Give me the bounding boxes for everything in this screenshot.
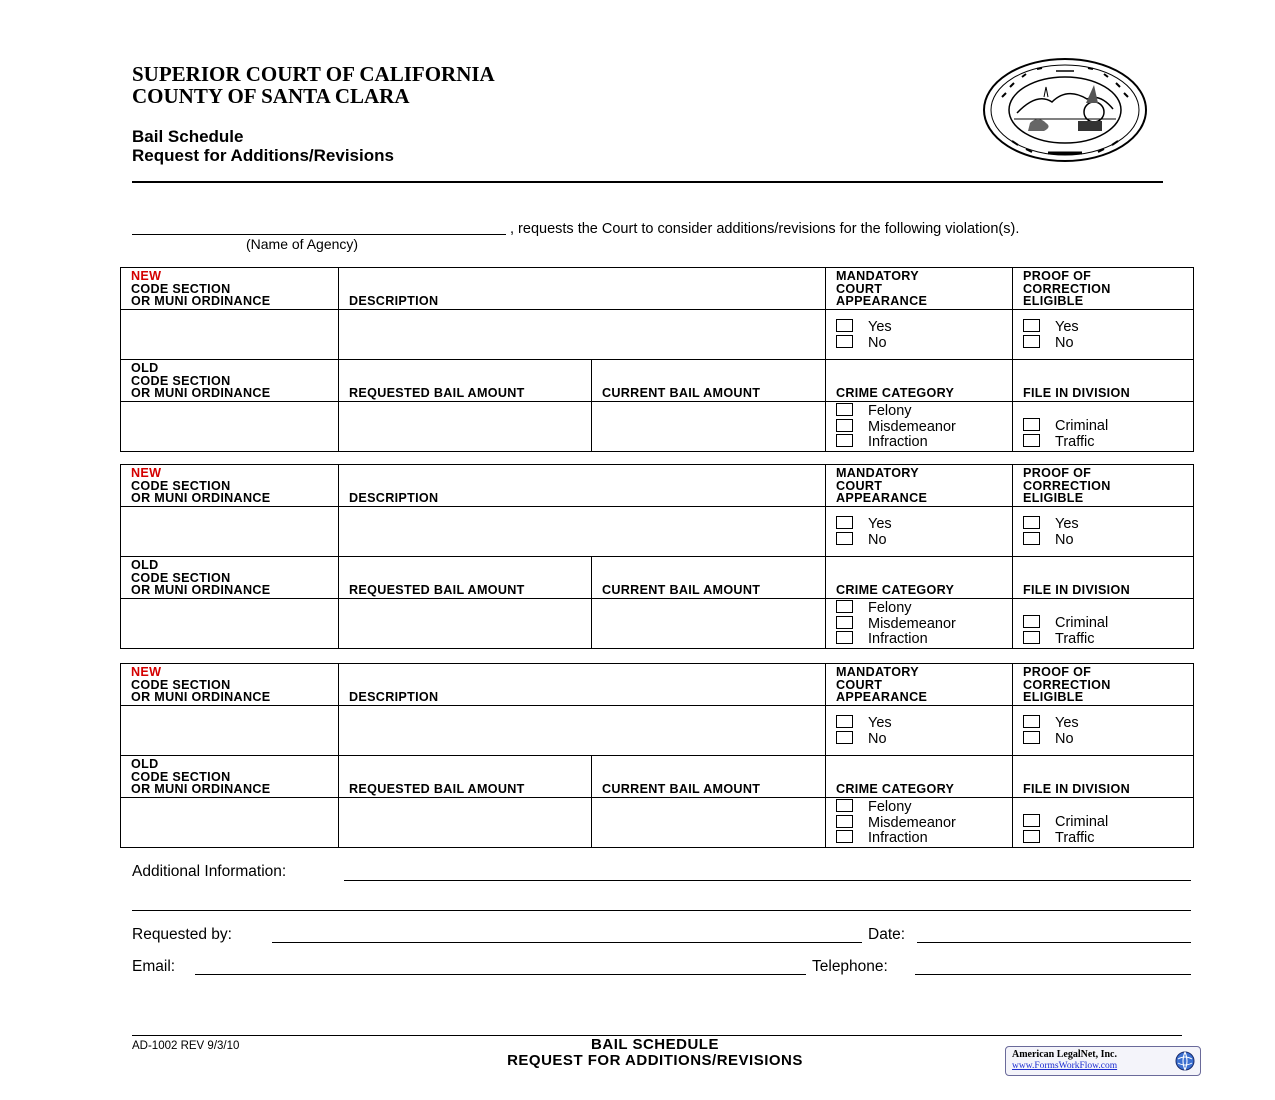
misdemeanor-label: Misdemeanor: [868, 418, 956, 435]
form-title-line2: Request for Additions/Revisions: [132, 146, 394, 165]
felony-label: Felony: [868, 799, 912, 816]
new-code-section-input[interactable]: [121, 706, 339, 756]
old-label: OLD: [131, 558, 159, 573]
new-code-section-input[interactable]: [121, 310, 339, 360]
old-label: OLD: [131, 757, 159, 772]
proof-label-3: ELIGIBLE: [1023, 491, 1084, 506]
infraction-checkbox[interactable]: [836, 631, 853, 644]
or-muni-label: OR MUNI ORDINANCE: [131, 491, 271, 506]
additional-info-label: Additional Information:: [132, 863, 287, 880]
mandatory-appearance-options: [826, 310, 1013, 360]
telephone-label: Telephone:: [812, 958, 888, 975]
proof-label-3: ELIGIBLE: [1023, 294, 1084, 309]
no-label: No: [1055, 334, 1074, 351]
proof-label-2: CORRECTION: [1023, 281, 1111, 296]
mandatory-label-2: COURT: [836, 677, 883, 692]
yes-label: Yes: [1055, 715, 1079, 731]
no-label: No: [1055, 730, 1074, 747]
or-muni-label: OR MUNI ORDINANCE: [131, 386, 271, 401]
yes-checkbox[interactable]: [836, 516, 853, 529]
mandatory-label-3: APPEARANCE: [836, 690, 928, 705]
current-bail-header: CURRENT BAIL AMOUNT: [592, 557, 826, 599]
court-name-line2: COUNTY OF SANTA CLARA: [132, 84, 410, 108]
no-checkbox[interactable]: [1023, 532, 1040, 545]
file-in-division-options: [1013, 798, 1194, 848]
code-section-label: CODE SECTION: [131, 570, 231, 585]
criminal-label: Criminal: [1055, 418, 1109, 434]
agency-request-text: , requests the Court to consider additions/revisions for the following violation(s).: [510, 221, 1020, 237]
description-header: DESCRIPTION: [339, 664, 826, 706]
requested-bail-header: REQUESTED BAIL AMOUNT: [339, 360, 592, 402]
no-checkbox[interactable]: [836, 335, 853, 348]
file-in-division-options: [1013, 599, 1194, 649]
code-section-label: CODE SECTION: [131, 677, 231, 692]
traffic-label: Traffic: [1055, 829, 1095, 846]
proof-of-correction-options: [1013, 706, 1194, 756]
code-section-label: CODE SECTION: [131, 478, 231, 493]
email-line[interactable]: [195, 973, 806, 975]
violation-block-1: [120, 267, 1194, 452]
yes-checkbox[interactable]: [1023, 516, 1040, 529]
no-label: No: [868, 730, 887, 747]
file-in-division-header: FILE IN DIVISION: [1013, 557, 1194, 599]
old-label: OLD: [131, 361, 159, 376]
requested-bail-header: REQUESTED BAIL AMOUNT: [339, 557, 592, 599]
requested-bail-input[interactable]: [339, 798, 592, 848]
criminal-label: Criminal: [1055, 814, 1109, 830]
proof-label-3: ELIGIBLE: [1023, 690, 1084, 705]
crime-category-options: [826, 402, 1013, 452]
infraction-label: Infraction: [868, 434, 928, 451]
yes-label: Yes: [1055, 319, 1079, 335]
crime-category-options: [826, 599, 1013, 649]
misdemeanor-checkbox[interactable]: [836, 815, 853, 828]
publisher-url[interactable]: www.FormsWorkFlow.com: [1012, 1061, 1118, 1071]
felony-checkbox[interactable]: [836, 600, 853, 613]
email-label: Email:: [132, 958, 176, 975]
description-header: DESCRIPTION: [339, 465, 826, 507]
traffic-checkbox[interactable]: [1023, 830, 1040, 843]
proof-label-2: CORRECTION: [1023, 478, 1111, 493]
court-name-line1: SUPERIOR COURT OF CALIFORNIA: [132, 62, 495, 86]
yes-checkbox[interactable]: [1023, 319, 1040, 332]
mandatory-appearance-header: [826, 268, 1013, 310]
mandatory-label-2: COURT: [836, 478, 883, 493]
crime-category-header: CRIME CATEGORY: [826, 557, 1013, 599]
date-label: Date:: [868, 926, 906, 943]
old-code-section-input[interactable]: [121, 798, 339, 848]
no-label: No: [1055, 531, 1074, 548]
state-seal-image: [982, 57, 1148, 163]
crime-category-header: CRIME CATEGORY: [826, 360, 1013, 402]
felony-checkbox[interactable]: [836, 799, 853, 812]
no-label: No: [868, 531, 887, 548]
no-checkbox[interactable]: [836, 731, 853, 744]
code-section-label: CODE SECTION: [131, 769, 231, 784]
proof-of-correction-header: [1013, 664, 1194, 706]
yes-label: Yes: [868, 319, 892, 335]
crime-category-options: [826, 798, 1013, 848]
yes-checkbox[interactable]: [836, 715, 853, 728]
description-input[interactable]: [339, 310, 826, 360]
proof-of-correction-header: [1013, 268, 1194, 310]
criminal-checkbox[interactable]: [1023, 814, 1040, 827]
description-header: DESCRIPTION: [339, 268, 826, 310]
yes-label: Yes: [868, 516, 892, 532]
proof-label-1: PROOF OF: [1023, 466, 1092, 481]
or-muni-label: OR MUNI ORDINANCE: [131, 782, 271, 797]
traffic-checkbox[interactable]: [1023, 631, 1040, 644]
no-checkbox[interactable]: [1023, 731, 1040, 744]
mandatory-appearance-options: [826, 507, 1013, 557]
crime-category-header: CRIME CATEGORY: [826, 756, 1013, 798]
court-name: [132, 63, 495, 107]
old-code-section-header: [121, 756, 339, 798]
violation-block-3: [120, 663, 1194, 848]
or-muni-label: OR MUNI ORDINANCE: [131, 294, 271, 309]
misdemeanor-label: Misdemeanor: [868, 615, 956, 632]
mandatory-label-1: MANDATORY: [836, 665, 919, 680]
infraction-checkbox[interactable]: [836, 830, 853, 843]
globe-icon: [1174, 1050, 1196, 1072]
proof-label-1: PROOF OF: [1023, 269, 1092, 284]
mandatory-label-2: COURT: [836, 281, 883, 296]
file-in-division-header: FILE IN DIVISION: [1013, 756, 1194, 798]
telephone-line[interactable]: [915, 973, 1191, 975]
mandatory-label-3: APPEARANCE: [836, 491, 928, 506]
yes-label: Yes: [868, 715, 892, 731]
proof-of-correction-options: [1013, 310, 1194, 360]
no-checkbox[interactable]: [836, 532, 853, 545]
mandatory-label-1: MANDATORY: [836, 466, 919, 481]
misdemeanor-checkbox[interactable]: [836, 419, 853, 432]
publisher-name: American LegalNet, Inc.: [1012, 1049, 1117, 1060]
yes-checkbox[interactable]: [1023, 715, 1040, 728]
current-bail-input[interactable]: [592, 599, 826, 649]
or-muni-label: OR MUNI ORDINANCE: [131, 583, 271, 598]
new-label: NEW: [131, 665, 162, 680]
criminal-checkbox[interactable]: [1023, 418, 1040, 431]
proof-of-correction-options: [1013, 507, 1194, 557]
old-code-section-header: [121, 360, 339, 402]
old-code-section-input[interactable]: [121, 402, 339, 452]
misdemeanor-label: Misdemeanor: [868, 814, 956, 831]
additional-info-line-1[interactable]: [344, 879, 1191, 881]
footer-title: [420, 1037, 890, 1069]
current-bail-input[interactable]: [592, 798, 826, 848]
or-muni-label: OR MUNI ORDINANCE: [131, 690, 271, 705]
felony-checkbox[interactable]: [836, 403, 853, 416]
criminal-label: Criminal: [1055, 615, 1109, 631]
requested-bail-input[interactable]: [339, 402, 592, 452]
file-in-division-header: FILE IN DIVISION: [1013, 360, 1194, 402]
agency-name-caption: (Name of Agency): [246, 236, 359, 252]
criminal-checkbox[interactable]: [1023, 615, 1040, 628]
infraction-label: Infraction: [868, 631, 928, 648]
current-bail-header: CURRENT BAIL AMOUNT: [592, 360, 826, 402]
new-code-section-header: [121, 465, 339, 507]
felony-label: Felony: [868, 403, 912, 420]
proof-of-correction-header: [1013, 465, 1194, 507]
publisher-logo[interactable]: [1005, 1046, 1201, 1076]
description-input[interactable]: [339, 706, 826, 756]
no-label: No: [868, 334, 887, 351]
new-label: NEW: [131, 269, 162, 284]
form-title: [132, 127, 394, 165]
mandatory-label-1: MANDATORY: [836, 269, 919, 284]
footer-title-line1: BAIL SCHEDULE: [591, 1036, 719, 1053]
old-code-section-header: [121, 557, 339, 599]
date-line[interactable]: [917, 941, 1191, 943]
traffic-label: Traffic: [1055, 630, 1095, 647]
description-input[interactable]: [339, 507, 826, 557]
agency-name-line[interactable]: [132, 233, 506, 235]
yes-checkbox[interactable]: [836, 319, 853, 332]
no-checkbox[interactable]: [1023, 335, 1040, 348]
mandatory-appearance-header: [826, 664, 1013, 706]
requested-by-line[interactable]: [272, 941, 862, 943]
misdemeanor-checkbox[interactable]: [836, 616, 853, 629]
file-in-division-options: [1013, 402, 1194, 452]
footer-title-line2: REQUEST FOR ADDITIONS/REVISIONS: [507, 1052, 803, 1069]
current-bail-input[interactable]: [592, 402, 826, 452]
traffic-checkbox[interactable]: [1023, 434, 1040, 447]
new-label: NEW: [131, 466, 162, 481]
mandatory-appearance-options: [826, 706, 1013, 756]
infraction-label: Infraction: [868, 830, 928, 847]
new-code-section-input[interactable]: [121, 507, 339, 557]
mandatory-appearance-header: [826, 465, 1013, 507]
old-code-section-input[interactable]: [121, 599, 339, 649]
code-section-label: CODE SECTION: [131, 373, 231, 388]
mandatory-label-3: APPEARANCE: [836, 294, 928, 309]
form-code: AD-1002 REV 9/3/10: [132, 1040, 240, 1052]
traffic-label: Traffic: [1055, 433, 1095, 450]
felony-label: Felony: [868, 600, 912, 617]
header-divider: [132, 181, 1163, 183]
yes-label: Yes: [1055, 516, 1079, 532]
new-code-section-header: [121, 664, 339, 706]
code-section-label: CODE SECTION: [131, 281, 231, 296]
requested-by-label: Requested by:: [132, 926, 232, 943]
requested-bail-input[interactable]: [339, 599, 592, 649]
additional-info-line-2[interactable]: [132, 909, 1191, 911]
requested-bail-header: REQUESTED BAIL AMOUNT: [339, 756, 592, 798]
infraction-checkbox[interactable]: [836, 434, 853, 447]
violation-block-2: [120, 464, 1194, 649]
form-title-line1: Bail Schedule: [132, 127, 244, 146]
current-bail-header: CURRENT BAIL AMOUNT: [592, 756, 826, 798]
proof-label-2: CORRECTION: [1023, 677, 1111, 692]
proof-label-1: PROOF OF: [1023, 665, 1092, 680]
new-code-section-header: [121, 268, 339, 310]
